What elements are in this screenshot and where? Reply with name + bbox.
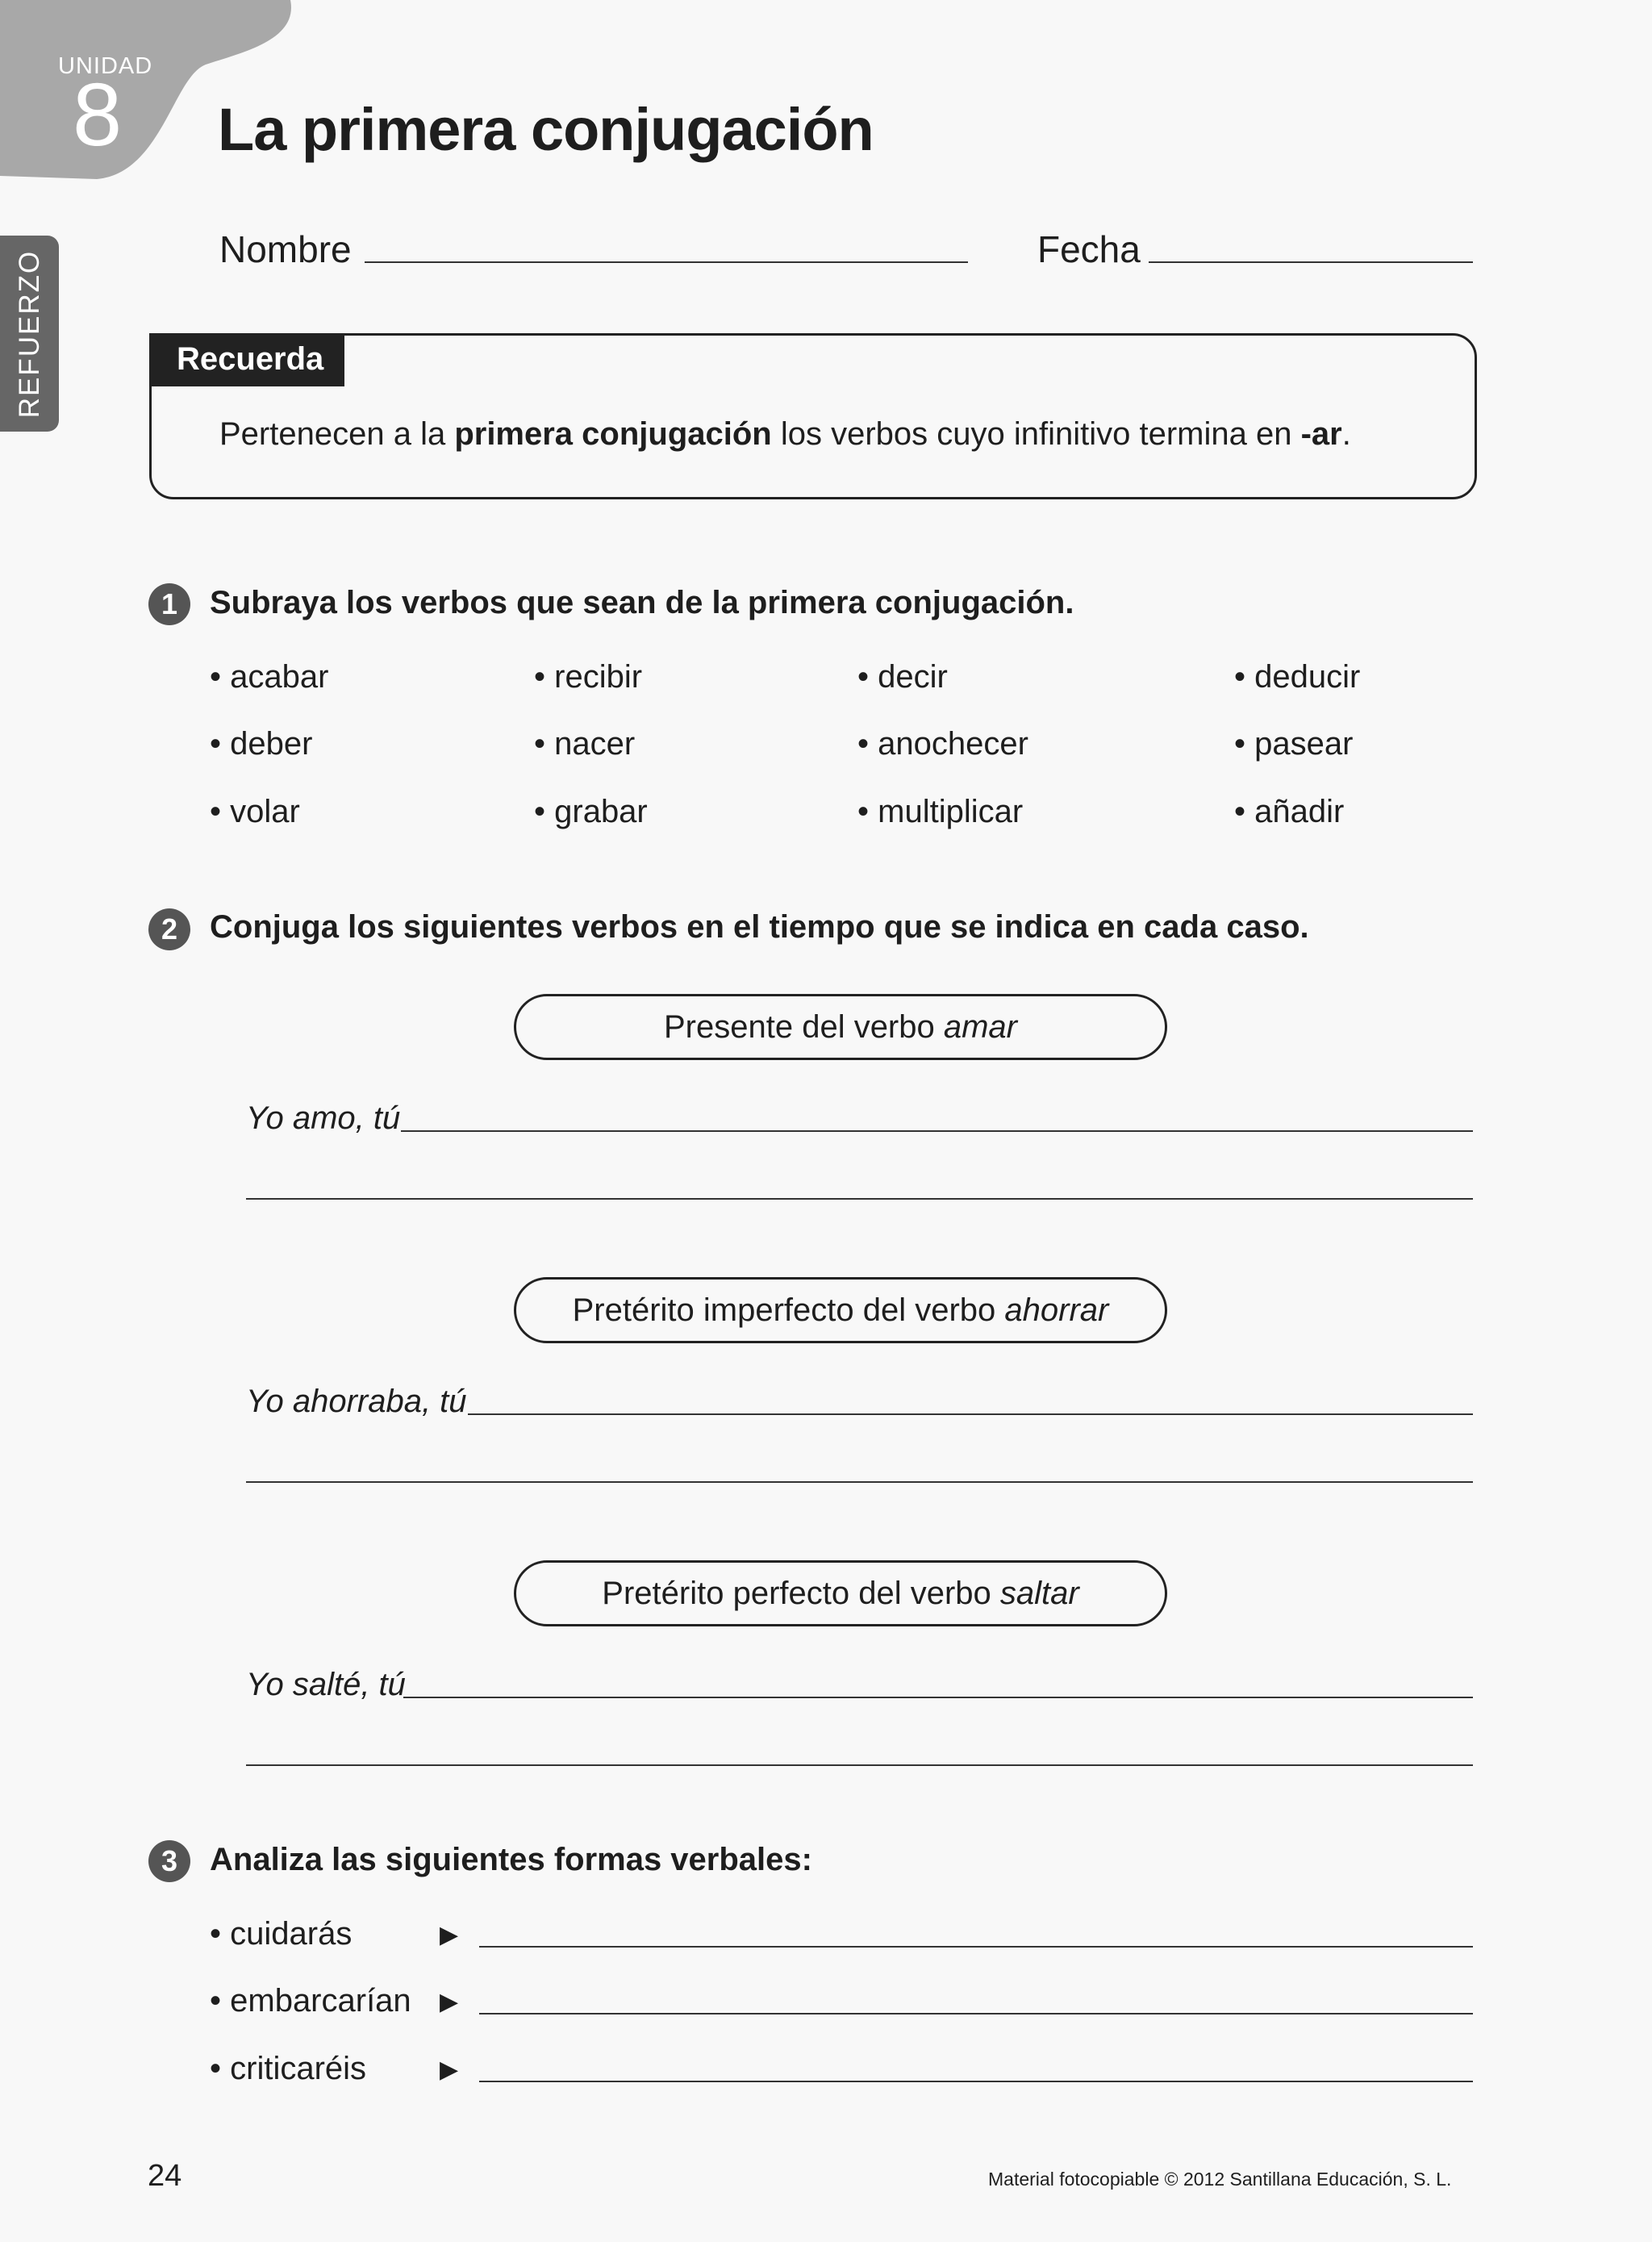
date-field[interactable]: [1149, 261, 1473, 263]
verb-item[interactable]: • grabar: [534, 794, 648, 830]
name-label: Nombre: [219, 228, 352, 270]
question-2-number: 2: [148, 908, 190, 950]
arrow-right-icon: ▶: [440, 1922, 459, 1948]
verb-item[interactable]: • deducir: [1234, 659, 1360, 695]
tense-label-pill: [514, 1560, 1167, 1626]
pill-text: Presente del verbo: [663, 1009, 944, 1045]
recuerda-text-1: Pertenecen a la: [219, 416, 455, 452]
unit-label: UNIDAD: [58, 53, 153, 79]
tense-label-pill: [514, 1277, 1167, 1343]
verb-item[interactable]: • pasear: [1234, 726, 1353, 762]
question-1-text: Subraya los verbos que sean de la primera conjugación.: [210, 585, 1074, 620]
recuerda-bold-1: primera conjugación: [454, 416, 772, 452]
question-3-text: Analiza las siguientes formas verbales:: [210, 1842, 812, 1877]
answer-line[interactable]: [246, 1764, 1473, 1766]
verb-item[interactable]: • acabar: [210, 659, 328, 695]
verb-form-item: • embarcarían: [210, 1983, 411, 2019]
question-1-number: 1: [148, 583, 190, 625]
question-3-number: 3: [148, 1840, 190, 1882]
copyright-notice: Material fotocopiable © 2012 Santillana Educación, S. L.: [988, 2169, 1452, 2190]
pill-text: Pretérito perfecto del verbo: [602, 1576, 1000, 1611]
recuerda-text: [219, 416, 1351, 453]
recuerda-tag: Recuerda: [149, 333, 344, 386]
answer-line[interactable]: [468, 1413, 1473, 1415]
side-tab-label: REFUERZO: [13, 249, 45, 418]
verb-item[interactable]: • recibir: [534, 659, 642, 695]
verb-form-item: • criticaréis: [210, 2051, 366, 2087]
question-2-text: Conjuga los siguientes verbos en el tiempo que se indica en cada caso.: [210, 909, 1309, 945]
pill-verb: ahorrar: [1004, 1292, 1109, 1328]
answer-line[interactable]: [401, 1130, 1473, 1132]
conjugation-prompt: Yo ahorraba, tú: [246, 1384, 467, 1419]
answer-line[interactable]: [246, 1481, 1473, 1483]
name-field[interactable]: [365, 261, 968, 263]
recuerda-bold-2: -ar: [1300, 416, 1342, 452]
answer-line[interactable]: [479, 2081, 1473, 2082]
verb-item[interactable]: • nacer: [534, 726, 635, 762]
verb-item[interactable]: • anochecer: [857, 726, 1028, 762]
verb-item[interactable]: • añadir: [1234, 794, 1344, 830]
page-number: 24: [148, 2159, 182, 2193]
page-title: La primera conjugación: [218, 96, 874, 163]
verb-form-item: • cuidarás: [210, 1916, 352, 1952]
tense-label-pill: [514, 994, 1167, 1060]
verb-item[interactable]: • volar: [210, 794, 300, 830]
pill-verb: amar: [943, 1009, 1017, 1045]
conjugation-prompt: Yo amo, tú: [246, 1100, 401, 1136]
pill-text: Pretérito imperfecto del verbo: [572, 1292, 1005, 1328]
answer-line[interactable]: [479, 1946, 1473, 1948]
recuerda-text-2: los verbos cuyo infinitivo termina en: [771, 416, 1301, 452]
side-tab-refuerzo: [0, 236, 59, 432]
date-label: Fecha: [1037, 228, 1141, 270]
verb-item[interactable]: • deber: [210, 726, 312, 762]
answer-line[interactable]: [246, 1198, 1473, 1200]
arrow-right-icon: ▶: [440, 1989, 459, 2015]
pill-verb: saltar: [999, 1576, 1079, 1611]
unit-number: 8: [73, 65, 123, 165]
conjugation-prompt: Yo salté, tú: [246, 1667, 406, 1702]
verb-item[interactable]: • decir: [857, 659, 948, 695]
answer-line[interactable]: [403, 1697, 1473, 1698]
verb-item[interactable]: • multiplicar: [857, 794, 1023, 830]
recuerda-text-3: .: [1341, 416, 1351, 452]
answer-line[interactable]: [479, 2013, 1473, 2014]
arrow-right-icon: ▶: [440, 2056, 459, 2083]
